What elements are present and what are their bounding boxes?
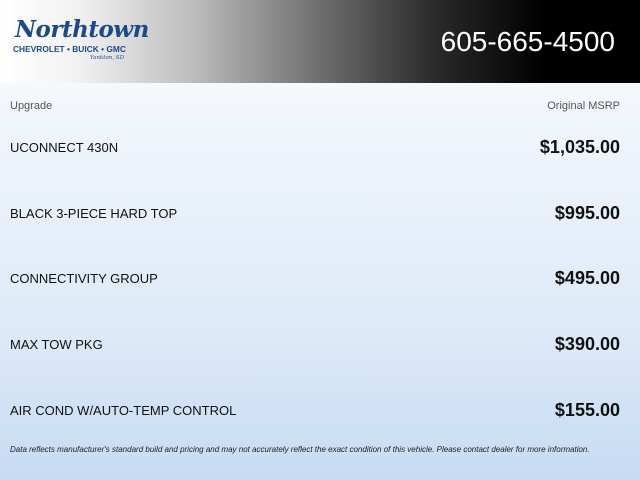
column-header-msrp: Original MSRP bbox=[547, 100, 620, 112]
column-header-upgrade: Upgrade bbox=[10, 100, 53, 112]
upgrade-price: $1,035.00 bbox=[539, 137, 620, 157]
dealer-phone: 605-665-4500 bbox=[440, 26, 615, 57]
upgrade-name: BLACK 3-PIECE HARD TOP bbox=[10, 206, 178, 221]
upgrade-name: UCONNECT 430N bbox=[10, 140, 119, 155]
logo-brands: CHEVROLET • BUICK • GMC bbox=[13, 44, 126, 54]
logo-wordmark: Northtown bbox=[15, 16, 149, 43]
upgrade-price: $390.00 bbox=[554, 334, 620, 354]
table-row bbox=[0, 396, 640, 426]
logo-location: Yankton, SD bbox=[89, 55, 124, 61]
upgrade-price: $995.00 bbox=[554, 203, 620, 223]
dealer-logo bbox=[13, 16, 149, 66]
upgrade-price: $495.00 bbox=[554, 268, 620, 288]
upgrade-name: CONNECTIVITY GROUP bbox=[10, 271, 158, 286]
upgrade-name: MAX TOW PKG bbox=[10, 337, 103, 352]
upgrade-price: $155.00 bbox=[554, 400, 620, 420]
table-row bbox=[0, 199, 640, 229]
table-row bbox=[0, 330, 640, 360]
header-banner bbox=[0, 0, 640, 83]
upgrade-name: AIR COND W/AUTO-TEMP CONTROL bbox=[10, 403, 237, 418]
table-row bbox=[0, 264, 640, 294]
table-row bbox=[0, 133, 640, 163]
disclaimer-text: Data reflects manufacturer's standard build and pricing and may not accurately reflect the exact condition of this vehicle. Please contact dealer for more information. bbox=[10, 445, 590, 454]
